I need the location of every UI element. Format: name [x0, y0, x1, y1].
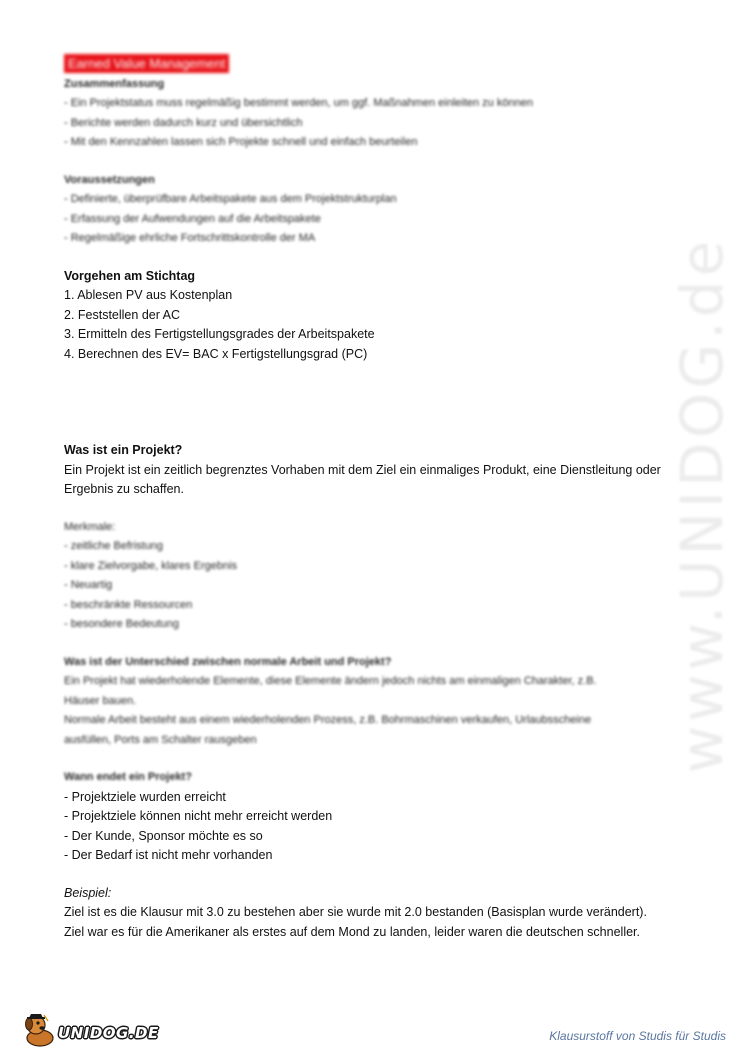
example-line: Ziel war es für die Amerikaner als erstes auf dem Mond zu landen, leider waren die deutschen schneller.: [64, 924, 640, 939]
end-item: - Der Bedarf ist nicht mehr vorhanden: [64, 848, 273, 862]
feature-item: - besondere Bedeutung: [64, 618, 179, 630]
prereq-item: - Regelmäßige ehrliche Fortschrittskontrolle der MA: [64, 232, 316, 244]
end-item: - Der Kunde, Sponsor möchte es so: [64, 828, 263, 843]
difference-line: Ein Projekt hat wiederholende Elemente, diese Elemente ändern jedoch nichts am einmaligen Charakter, z.B.: [64, 675, 597, 687]
summary-item: - Ein Projektstatus muss regelmäßig bestimmt werden, um ggf. Maßnahmen einleiten zu können: [64, 97, 533, 109]
feature-item: - beschränkte Ressourcen: [64, 598, 193, 611]
end-item: - Projektziele wurden erreicht: [64, 789, 226, 804]
difference-line: Normale Arbeit besteht aus einem wiederholenden Prozess, z.B. Bohrmaschinen verkaufen, Urlaubsscheine: [64, 714, 592, 726]
procedure-step: 1. Ablesen PV aus Kostenplan: [64, 288, 233, 302]
end-item: - Projektziele können nicht mehr erreicht werden: [64, 809, 333, 823]
procedure-step: 3. Ermitteln des Fertigstellungsgrades der Arbeitspakete: [64, 327, 375, 341]
difference-line: Häuser bauen.: [64, 694, 137, 707]
end-heading: Wann endet ein Projekt?: [64, 771, 192, 783]
project-definition: Ein Projekt ist ein zeitlich begrenztes Vorhaben mit dem Ziel ein einmaliges Produkt, eine Dienstleitung oder Ergebnis zu schaffen.: [64, 462, 661, 496]
summary-heading: Zusammenfassung: [64, 77, 165, 90]
project-heading: Was ist ein Projekt?: [64, 443, 183, 457]
example-line: Ziel ist es die Klausur mit 3.0 zu bestehen aber sie wurde mit 2.0 bestanden (Basisplan wurde verändert).: [64, 905, 647, 919]
feature-item: - Neuartig: [64, 579, 113, 591]
procedure-step: 2. Feststellen der AC: [64, 307, 181, 322]
unidog-logo: [22, 1012, 159, 1048]
feature-item: - zeitliche Befristung: [64, 540, 164, 552]
procedure-heading: Vorgehen am Stichtag: [64, 268, 196, 283]
summary-item: - Berichte werden dadurch kurz und übersichtlich: [64, 116, 303, 129]
summary-item: - Mit den Kennzahlen lassen sich Projekte schnell und einfach beurteilen: [64, 136, 418, 148]
dog-mascot-icon: [22, 1012, 60, 1048]
prereq-item: - Definierte, überprüfbare Arbeitspakete aus dem Projektstrukturplan: [64, 193, 397, 205]
features-heading: Merkmale:: [64, 520, 116, 533]
watermark: www.UNIDOG.de: [668, 236, 736, 774]
difference-line: ausfüllen, Ports am Schalter rausgeben: [64, 733, 257, 746]
prereq-heading: Voraussetzungen: [64, 173, 155, 186]
procedure-step: 4. Berechnen des EV= BAC x Fertigstellungsgrad (PC): [64, 346, 368, 361]
prereq-item: - Erfassung der Aufwendungen auf die Arbeitspakete: [64, 212, 321, 225]
logo-wordmark: UNIDOG.DE: [58, 1024, 159, 1042]
difference-heading: Was ist der Unterschied zwischen normale Arbeit und Projekt?: [64, 655, 392, 668]
evm-title: Earned Value Management: [64, 54, 229, 73]
footer-tagline: Klausurstoff von Studis für Studis: [549, 1029, 726, 1043]
document-body: [64, 54, 684, 942]
example-label: Beispiel:: [64, 885, 112, 900]
feature-item: - klare Zielvorgabe, klares Ergebnis: [64, 559, 238, 572]
